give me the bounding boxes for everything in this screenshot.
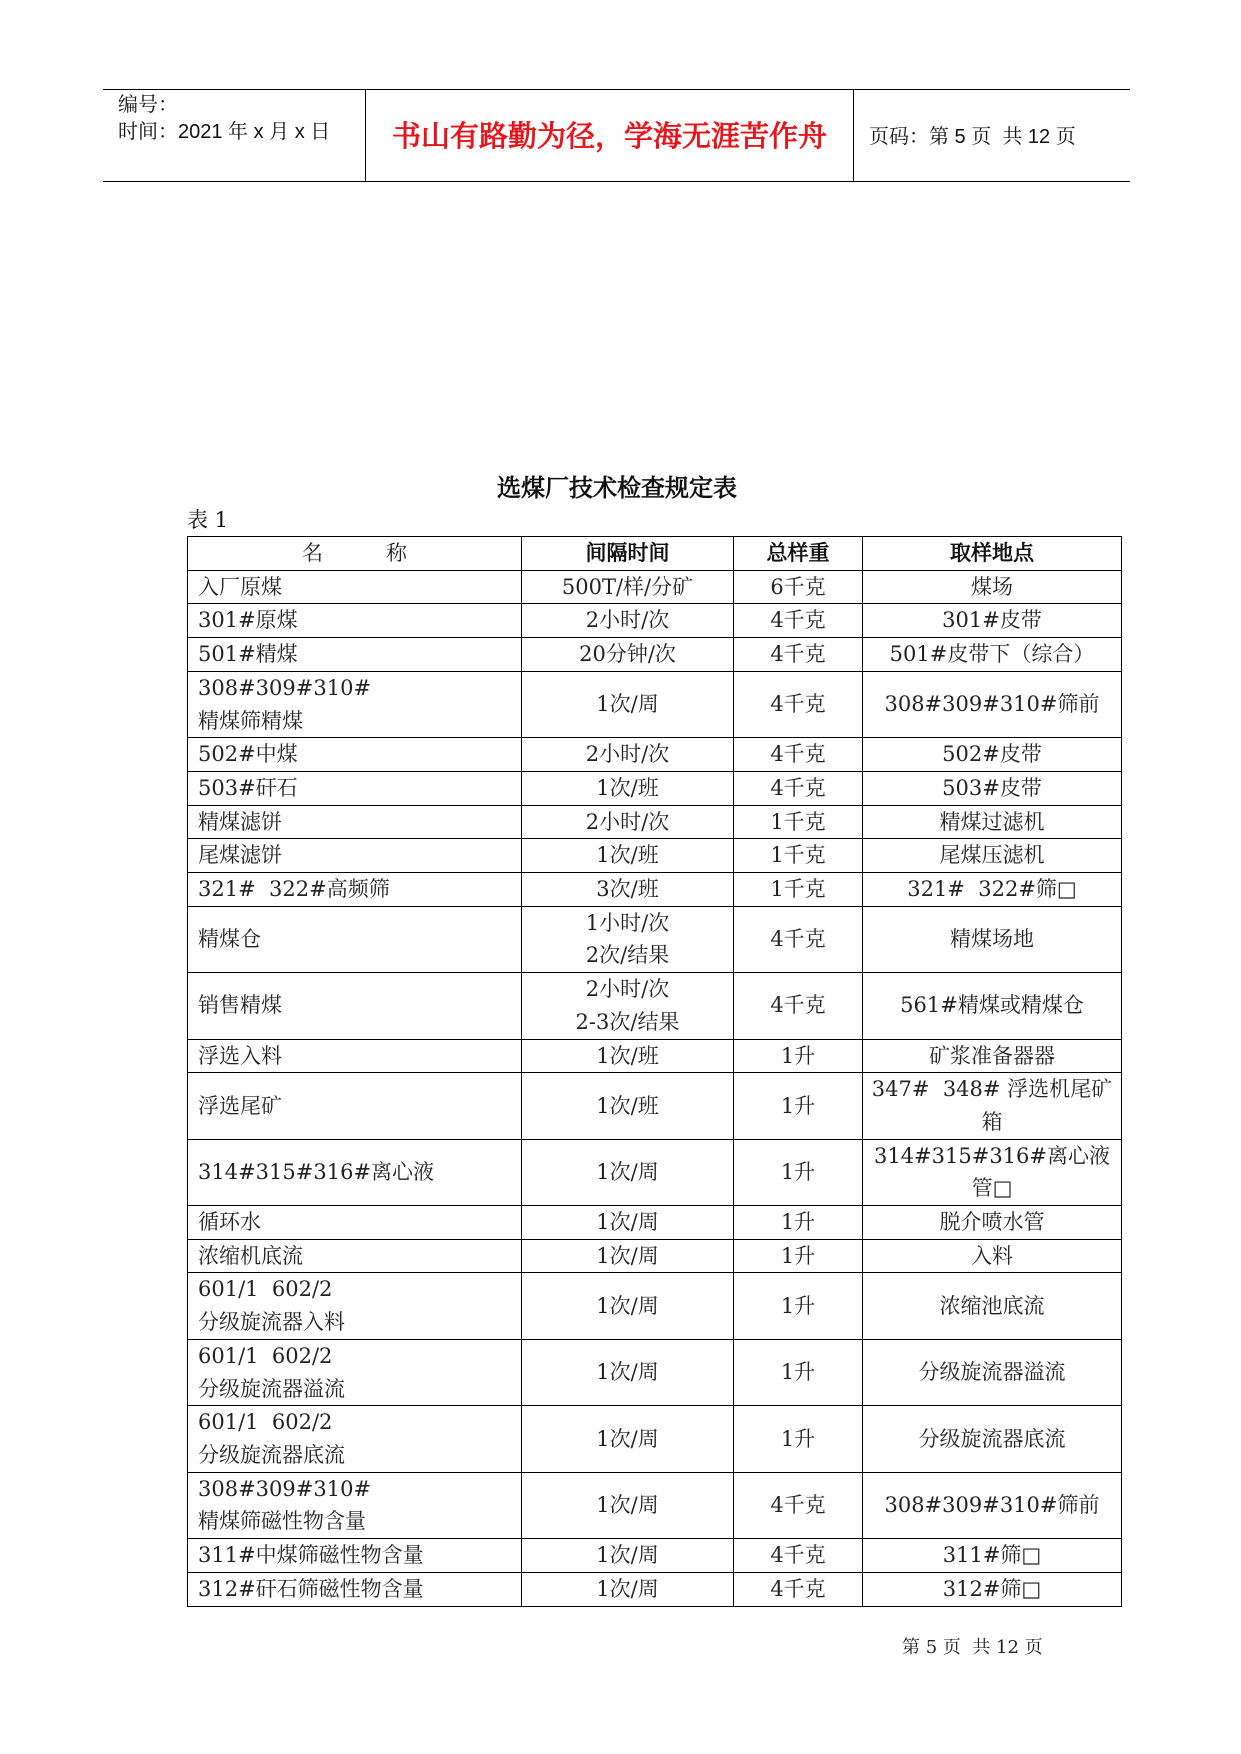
cell-interval: 1次/周	[522, 671, 734, 737]
table-caption: 表 1	[187, 508, 229, 532]
cell-location: 分级旋流器溢流	[863, 1339, 1122, 1405]
cell-interval: 1次/周	[522, 1572, 734, 1606]
cell-name: 尾煤滤饼	[188, 839, 522, 873]
cell-interval: 2小时/次	[522, 738, 734, 772]
cell-location: 301#皮带	[863, 604, 1122, 638]
table-row	[188, 1572, 1122, 1606]
cell-name: 601/1 602/2 分级旋流器溢流	[188, 1339, 522, 1405]
cell-weight: 1升	[734, 1139, 863, 1205]
cell-name: 循环水	[188, 1206, 522, 1240]
cell-interval: 1次/周	[522, 1239, 734, 1273]
cell-weight: 4千克	[734, 973, 863, 1039]
table-row	[188, 973, 1122, 1039]
cell-name: 浮选入料	[188, 1039, 522, 1073]
cell-name: 入厂原煤	[188, 570, 522, 604]
cell-interval: 1小时/次 2次/结果	[522, 906, 734, 972]
cell-interval: 1次/周	[522, 1273, 734, 1339]
cell-interval: 2小时/次	[522, 604, 734, 638]
cell-interval: 1次/周	[522, 1539, 734, 1573]
header-top-rule	[103, 89, 1130, 90]
cell-interval: 1次/周	[522, 1406, 734, 1472]
cell-location: 502#皮带	[863, 738, 1122, 772]
table-row	[188, 1073, 1122, 1139]
cell-weight: 1升	[734, 1039, 863, 1073]
cell-location: 311#筛□	[863, 1539, 1122, 1573]
cell-name: 312#矸石筛磁性物含量	[188, 1572, 522, 1606]
cell-name: 311#中煤筛磁性物含量	[188, 1539, 522, 1573]
cell-location: 321# 322#筛□	[863, 873, 1122, 907]
cell-weight: 4千克	[734, 1539, 863, 1573]
table-row	[188, 805, 1122, 839]
column-header-interval: 间隔时间	[522, 537, 734, 571]
cell-interval: 1次/周	[522, 1339, 734, 1405]
cell-location: 尾煤压滤机	[863, 839, 1122, 873]
cell-name: 浮选尾矿	[188, 1073, 522, 1139]
table-row	[188, 1239, 1122, 1273]
cell-weight: 1千克	[734, 805, 863, 839]
column-header-name: 名 称	[188, 537, 522, 571]
table-row	[188, 873, 1122, 907]
cell-weight: 1升	[734, 1273, 863, 1339]
cell-name: 浓缩机底流	[188, 1239, 522, 1273]
cell-interval: 1次/班	[522, 1039, 734, 1073]
cell-name: 301#原煤	[188, 604, 522, 638]
cell-name: 精煤滤饼	[188, 805, 522, 839]
table-row	[188, 1139, 1122, 1205]
table-row	[188, 1406, 1122, 1472]
cell-weight: 4千克	[734, 671, 863, 737]
cell-weight: 4千克	[734, 1572, 863, 1606]
table-row	[188, 604, 1122, 638]
table-row	[188, 738, 1122, 772]
cell-interval: 2小时/次 2-3次/结果	[522, 973, 734, 1039]
cell-name: 321# 322#高频筛	[188, 873, 522, 907]
table-body	[188, 570, 1122, 1606]
cell-name: 314#315#316#离心液	[188, 1139, 522, 1205]
cell-interval: 20分钟/次	[522, 638, 734, 672]
table-row	[188, 671, 1122, 737]
column-header-location: 取样地点	[863, 537, 1122, 571]
table-row	[188, 570, 1122, 604]
cell-weight: 1升	[734, 1206, 863, 1240]
cell-weight: 1千克	[734, 839, 863, 873]
cell-location: 347# 348# 浮选机尾矿箱	[863, 1073, 1122, 1139]
cell-location: 精煤场地	[863, 906, 1122, 972]
header-bottom-rule	[103, 181, 1130, 182]
table-row	[188, 1273, 1122, 1339]
cell-location: 314#315#316#离心液管□	[863, 1139, 1122, 1205]
cell-interval: 1次/班	[522, 839, 734, 873]
table-row	[188, 1539, 1122, 1573]
cell-location: 501#皮带下（综合）	[863, 638, 1122, 672]
cell-location: 精煤过滤机	[863, 805, 1122, 839]
cell-name: 308#309#310# 精煤筛磁性物含量	[188, 1472, 522, 1538]
cell-weight: 4千克	[734, 771, 863, 805]
cell-location: 浓缩池底流	[863, 1273, 1122, 1339]
cell-location: 308#309#310#筛前	[863, 1472, 1122, 1538]
cell-interval: 1次/周	[522, 1139, 734, 1205]
cell-weight: 1升	[734, 1239, 863, 1273]
cell-weight: 4千克	[734, 906, 863, 972]
cell-location: 分级旋流器底流	[863, 1406, 1122, 1472]
cell-location: 矿浆准备器器	[863, 1039, 1122, 1073]
table-row	[188, 839, 1122, 873]
cell-weight: 1升	[734, 1073, 863, 1139]
cell-weight: 1升	[734, 1339, 863, 1405]
cell-name: 601/1 602/2 分级旋流器底流	[188, 1406, 522, 1472]
motto: 书山有路勤为径，学海无涯苦作舟	[391, 119, 827, 153]
table-row	[188, 638, 1122, 672]
table-row	[188, 771, 1122, 805]
cell-location: 入料	[863, 1239, 1122, 1273]
table-row	[188, 1472, 1122, 1538]
table-row	[188, 1339, 1122, 1405]
inspection-table	[187, 536, 1122, 1607]
cell-name: 503#矸石	[188, 771, 522, 805]
cell-name: 501#精煤	[188, 638, 522, 672]
cell-weight: 4千克	[734, 738, 863, 772]
cell-name: 精煤仓	[188, 906, 522, 972]
cell-weight: 4千克	[734, 1472, 863, 1538]
header-page-info: 页码：第 5 页 共 12 页	[869, 126, 1076, 148]
cell-location: 脱介喷水管	[863, 1206, 1122, 1240]
footer-page-info: 第 5 页 共 12 页	[902, 1637, 1043, 1658]
table-row	[188, 1039, 1122, 1073]
cell-location: 312#筛□	[863, 1572, 1122, 1606]
page-title: 选煤厂技术检查规定表	[497, 474, 737, 502]
cell-location: 煤场	[863, 570, 1122, 604]
cell-location: 308#309#310#筛前	[863, 671, 1122, 737]
cell-interval: 1次/周	[522, 1206, 734, 1240]
cell-weight: 4千克	[734, 604, 863, 638]
cell-name: 308#309#310# 精煤筛精煤	[188, 671, 522, 737]
cell-name: 601/1 602/2 分级旋流器入料	[188, 1273, 522, 1339]
serial-label: 编号：	[118, 94, 178, 116]
cell-interval: 1次/周	[522, 1472, 734, 1538]
cell-interval: 2小时/次	[522, 805, 734, 839]
cell-location: 561#精煤或精煤仓	[863, 973, 1122, 1039]
cell-weight: 6千克	[734, 570, 863, 604]
time-label: 时间：2021 年 x 月 x 日	[118, 121, 331, 143]
cell-interval: 500T/样/分矿	[522, 570, 734, 604]
cell-weight: 1升	[734, 1406, 863, 1472]
table-row	[188, 1206, 1122, 1240]
cell-interval: 1次/班	[522, 771, 734, 805]
cell-location: 503#皮带	[863, 771, 1122, 805]
cell-interval: 1次/班	[522, 1073, 734, 1139]
table-row	[188, 906, 1122, 972]
header-divider-right	[853, 90, 854, 182]
table-header-row	[188, 537, 1122, 571]
cell-name: 502#中煤	[188, 738, 522, 772]
cell-interval: 3次/班	[522, 873, 734, 907]
column-header-weight: 总样重	[734, 537, 863, 571]
cell-weight: 4千克	[734, 638, 863, 672]
cell-name: 销售精煤	[188, 973, 522, 1039]
cell-weight: 1千克	[734, 873, 863, 907]
